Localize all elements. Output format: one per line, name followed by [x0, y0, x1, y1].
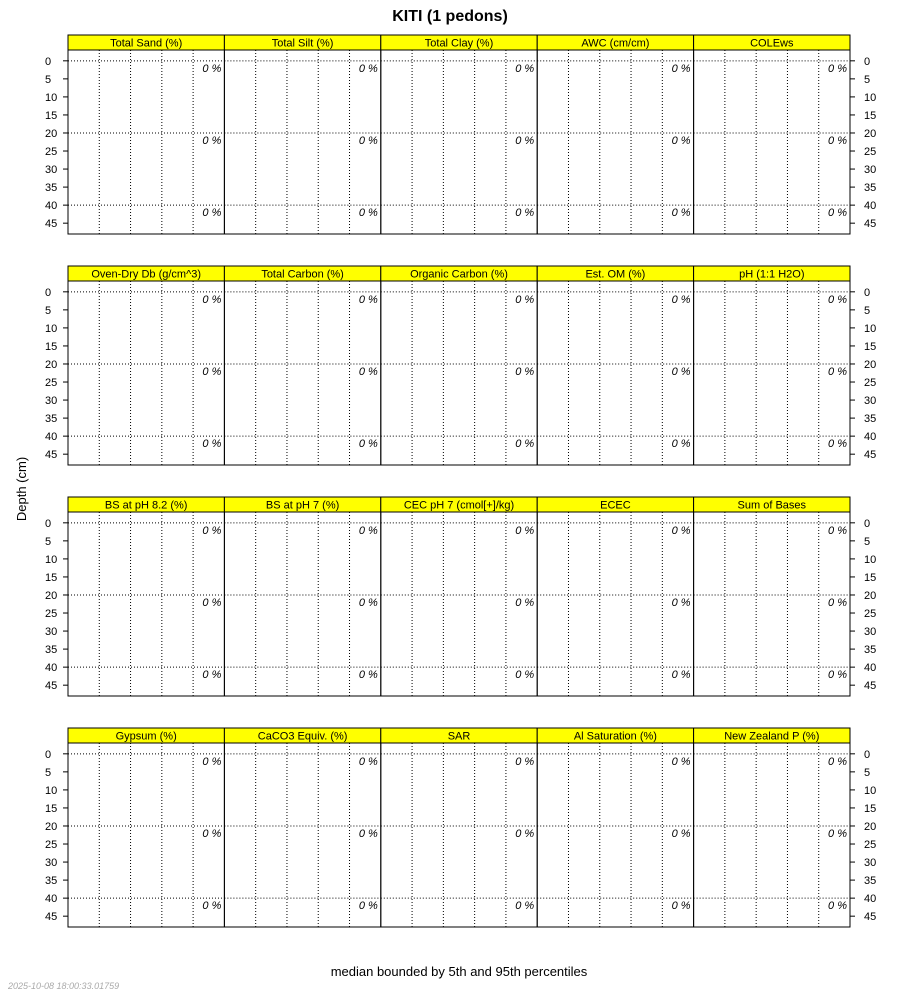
- contributing-fraction-label: 0 %: [358, 207, 378, 220]
- panel-strip-label: Total Sand (%): [110, 37, 183, 50]
- contributing-fraction-label: 0 %: [202, 524, 222, 537]
- contributing-fraction-label: 0 %: [515, 207, 535, 220]
- panel-frame: [224, 512, 380, 696]
- panel-strip-label: Total Silt (%): [271, 37, 334, 50]
- contributing-fraction-label: 0 %: [671, 827, 691, 840]
- panel: [694, 497, 850, 696]
- contributing-fraction-label: 0 %: [202, 62, 222, 75]
- contributing-fraction-label: 0 %: [515, 293, 535, 306]
- panel-strip-label: Sum of Bases: [737, 499, 807, 512]
- contributing-fraction-label: 0 %: [358, 524, 378, 537]
- y-tick-label-right: 0: [864, 286, 871, 299]
- y-tick-label-right: 25: [864, 377, 877, 390]
- y-tick-label-left: 5: [45, 535, 52, 548]
- panel-row: [45, 266, 876, 465]
- panel-strip-label: Est. OM (%): [585, 268, 646, 281]
- contributing-fraction-label: 0 %: [828, 62, 847, 75]
- contributing-fraction-label: 0 %: [828, 900, 847, 913]
- contributing-fraction-label: 0 %: [515, 524, 535, 537]
- contributing-fraction-label: 0 %: [202, 438, 222, 451]
- panel: [537, 728, 693, 927]
- panel-frame: [694, 50, 850, 234]
- y-tick-label-right: 15: [864, 802, 877, 815]
- contributing-fraction-label: 0 %: [671, 524, 691, 537]
- y-tick-label-left: 40: [45, 662, 58, 675]
- y-tick-label-right: 15: [864, 340, 877, 353]
- y-tick-label-right: 40: [864, 662, 877, 675]
- contributing-fraction-label: 0 %: [671, 900, 691, 913]
- y-tick-label-left: 5: [45, 766, 52, 779]
- panel-frame: [68, 512, 224, 696]
- contributing-fraction-label: 0 %: [828, 596, 847, 609]
- y-tick-label-left: 35: [45, 644, 58, 657]
- panel: [537, 35, 693, 234]
- y-tick-label-right: 0: [864, 55, 871, 68]
- y-tick-label-left: 10: [45, 322, 58, 335]
- panel: [68, 35, 224, 234]
- panel-strip-label: COLEws: [750, 37, 794, 50]
- panel-frame: [224, 50, 380, 234]
- contributing-fraction-label: 0 %: [828, 755, 847, 768]
- y-tick-label-left: 35: [45, 182, 58, 195]
- panel-strip-label: Oven-Dry Db (g/cm^3): [91, 268, 202, 281]
- y-tick-label-right: 35: [864, 182, 877, 195]
- panel: [694, 728, 850, 927]
- chart-title: KITI (1 pedons): [392, 8, 508, 25]
- panel-strip-label: AWC (cm/cm): [581, 37, 650, 50]
- contributing-fraction-label: 0 %: [828, 438, 847, 451]
- panel-strip-label: BS at pH 7 (%): [265, 499, 340, 512]
- contributing-fraction-label: 0 %: [671, 293, 691, 306]
- panel-frame: [537, 281, 693, 465]
- y-tick-label-left: 45: [45, 680, 58, 693]
- y-tick-label-right: 35: [864, 644, 877, 657]
- contributing-fraction-label: 0 %: [671, 365, 691, 378]
- y-tick-label-left: 30: [45, 626, 58, 639]
- y-tick-label-left: 45: [45, 218, 58, 231]
- contributing-fraction-label: 0 %: [358, 438, 378, 451]
- panel-frame: [68, 281, 224, 465]
- y-tick-label-right: 45: [864, 218, 877, 231]
- panel: [381, 728, 537, 927]
- contributing-fraction-label: 0 %: [202, 669, 222, 682]
- contributing-fraction-label: 0 %: [358, 365, 378, 378]
- y-tick-label-right: 20: [864, 820, 877, 833]
- y-tick-label-left: 30: [45, 395, 58, 408]
- panel-frame: [381, 512, 537, 696]
- panel-frame: [694, 512, 850, 696]
- y-tick-label-right: 35: [864, 875, 877, 888]
- y-tick-label-right: 20: [864, 127, 877, 140]
- y-tick-label-left: 35: [45, 413, 58, 426]
- y-tick-label-left: 10: [45, 91, 58, 104]
- contributing-fraction-label: 0 %: [828, 827, 847, 840]
- y-tick-label-left: 20: [45, 127, 58, 140]
- panel-strip-label: Gypsum (%): [115, 730, 177, 743]
- y-tick-label-right: 10: [864, 91, 877, 104]
- contributing-fraction-label: 0 %: [202, 755, 222, 768]
- y-tick-label-right: 15: [864, 571, 877, 584]
- y-tick-label-right: 45: [864, 911, 877, 924]
- panel-strip-label: CaCO3 Equiv. (%): [257, 730, 348, 743]
- y-tick-label-right: 45: [864, 449, 877, 462]
- y-tick-label-right: 30: [864, 164, 877, 177]
- y-tick-label-left: 15: [45, 571, 58, 584]
- panel-frame: [381, 743, 537, 927]
- panel: [224, 728, 380, 927]
- contributing-fraction-label: 0 %: [515, 62, 535, 75]
- y-tick-label-right: 20: [864, 358, 877, 371]
- contributing-fraction-label: 0 %: [202, 207, 222, 220]
- x-axis-caption: median bounded by 5th and 95th percentiles: [330, 964, 588, 979]
- contributing-fraction-label: 0 %: [358, 669, 378, 682]
- y-tick-label-left: 45: [45, 449, 58, 462]
- contributing-fraction-label: 0 %: [358, 62, 378, 75]
- contributing-fraction-label: 0 %: [358, 900, 378, 913]
- y-tick-label-left: 40: [45, 431, 58, 444]
- panel-strip-label: Total Clay (%): [424, 37, 494, 50]
- y-tick-label-left: 5: [45, 304, 52, 317]
- y-tick-label-left: 45: [45, 911, 58, 924]
- panel-strip-label: Organic Carbon (%): [410, 268, 508, 281]
- panel-grid: [45, 35, 876, 927]
- y-tick-label-left: 25: [45, 608, 58, 621]
- y-tick-label-left: 30: [45, 164, 58, 177]
- y-tick-label-left: 40: [45, 200, 58, 213]
- contributing-fraction-label: 0 %: [202, 365, 222, 378]
- panel-row: [45, 497, 876, 696]
- contributing-fraction-label: 0 %: [828, 293, 847, 306]
- panel-frame: [68, 743, 224, 927]
- contributing-fraction-label: 0 %: [828, 134, 847, 147]
- y-tick-label-right: 30: [864, 857, 877, 870]
- y-tick-label-right: 5: [864, 535, 871, 548]
- panel-strip-label: ECEC: [600, 499, 631, 512]
- contributing-fraction-label: 0 %: [515, 134, 535, 147]
- y-tick-label-left: 15: [45, 340, 58, 353]
- y-tick-label-right: 25: [864, 839, 877, 852]
- panel: [381, 266, 537, 465]
- contributing-fraction-label: 0 %: [358, 827, 378, 840]
- y-tick-label-right: 20: [864, 589, 877, 602]
- contributing-fraction-label: 0 %: [515, 755, 535, 768]
- timestamp: 2025-10-08 18:00:33.01759: [8, 981, 120, 991]
- y-tick-label-right: 25: [864, 608, 877, 621]
- contributing-fraction-label: 0 %: [828, 207, 847, 220]
- panel-frame: [694, 281, 850, 465]
- y-tick-label-left: 25: [45, 377, 58, 390]
- contributing-fraction-label: 0 %: [358, 293, 378, 306]
- y-tick-label-left: 25: [45, 839, 58, 852]
- y-tick-label-left: 30: [45, 857, 58, 870]
- panel-strip-label: SAR: [447, 730, 471, 743]
- panel-frame: [537, 512, 693, 696]
- panel-frame: [381, 50, 537, 234]
- contributing-fraction-label: 0 %: [202, 900, 222, 913]
- panel-strip-label: CEC pH 7 (cmol[+]/kg): [403, 499, 515, 512]
- panel-frame: [224, 281, 380, 465]
- y-tick-label-right: 15: [864, 109, 877, 122]
- y-tick-label-right: 10: [864, 553, 877, 566]
- y-tick-label-right: 40: [864, 431, 877, 444]
- contributing-fraction-label: 0 %: [515, 596, 535, 609]
- y-tick-label-right: 30: [864, 626, 877, 639]
- panel-strip-label: BS at pH 8.2 (%): [104, 499, 188, 512]
- y-tick-label-right: 5: [864, 73, 871, 86]
- panel-strip-label: Total Carbon (%): [261, 268, 344, 281]
- y-tick-label-left: 15: [45, 802, 58, 815]
- contributing-fraction-label: 0 %: [202, 293, 222, 306]
- contributing-fraction-label: 0 %: [358, 755, 378, 768]
- panel: [537, 497, 693, 696]
- contributing-fraction-label: 0 %: [358, 596, 378, 609]
- panel-strip-label: pH (1:1 H2O): [739, 268, 805, 281]
- contributing-fraction-label: 0 %: [828, 669, 847, 682]
- y-tick-label-left: 0: [45, 748, 52, 761]
- panel-row: [45, 35, 876, 234]
- panel-frame: [694, 743, 850, 927]
- panel-strip-label: Al Saturation (%): [573, 730, 657, 743]
- panel-row: [45, 728, 876, 927]
- panel: [224, 497, 380, 696]
- contributing-fraction-label: 0 %: [515, 365, 535, 378]
- y-tick-label-right: 40: [864, 200, 877, 213]
- panel: [694, 266, 850, 465]
- contributing-fraction-label: 0 %: [671, 207, 691, 220]
- y-tick-label-left: 20: [45, 358, 58, 371]
- y-tick-label-left: 20: [45, 589, 58, 602]
- y-tick-label-left: 20: [45, 820, 58, 833]
- contributing-fraction-label: 0 %: [671, 596, 691, 609]
- panel: [694, 35, 850, 234]
- y-tick-label-right: 40: [864, 893, 877, 906]
- y-tick-label-right: 0: [864, 517, 871, 530]
- y-tick-label-left: 0: [45, 517, 52, 530]
- y-tick-label-right: 5: [864, 304, 871, 317]
- contributing-fraction-label: 0 %: [515, 669, 535, 682]
- y-tick-label-right: 5: [864, 766, 871, 779]
- panel: [68, 728, 224, 927]
- y-tick-label-left: 0: [45, 286, 52, 299]
- y-tick-label-left: 0: [45, 55, 52, 68]
- panel: [68, 266, 224, 465]
- contributing-fraction-label: 0 %: [515, 827, 535, 840]
- y-tick-label-left: 15: [45, 109, 58, 122]
- panel: [381, 497, 537, 696]
- y-tick-label-left: 40: [45, 893, 58, 906]
- panel: [224, 35, 380, 234]
- contributing-fraction-label: 0 %: [671, 438, 691, 451]
- panel-frame: [537, 743, 693, 927]
- y-tick-label-right: 30: [864, 395, 877, 408]
- y-tick-label-right: 45: [864, 680, 877, 693]
- panel: [381, 35, 537, 234]
- contributing-fraction-label: 0 %: [671, 62, 691, 75]
- panel-frame: [381, 281, 537, 465]
- panel-frame: [537, 50, 693, 234]
- panel-frame: [224, 743, 380, 927]
- panel: [537, 266, 693, 465]
- panel-strip-label: New Zealand P (%): [724, 730, 820, 743]
- y-tick-label-left: 5: [45, 73, 52, 86]
- contributing-fraction-label: 0 %: [515, 900, 535, 913]
- y-tick-label-left: 35: [45, 875, 58, 888]
- contributing-fraction-label: 0 %: [671, 755, 691, 768]
- panel: [224, 266, 380, 465]
- y-tick-label-right: 35: [864, 413, 877, 426]
- contributing-fraction-label: 0 %: [202, 596, 222, 609]
- contributing-fraction-label: 0 %: [202, 134, 222, 147]
- contributing-fraction-label: 0 %: [671, 134, 691, 147]
- contributing-fraction-label: 0 %: [515, 438, 535, 451]
- panel: [68, 497, 224, 696]
- contributing-fraction-label: 0 %: [358, 134, 378, 147]
- y-tick-label-right: 0: [864, 748, 871, 761]
- panel-frame: [68, 50, 224, 234]
- contributing-fraction-label: 0 %: [828, 524, 847, 537]
- y-axis-title: Depth (cm): [14, 456, 29, 522]
- y-tick-label-left: 25: [45, 146, 58, 159]
- y-tick-label-right: 10: [864, 322, 877, 335]
- y-tick-label-right: 10: [864, 784, 877, 797]
- y-tick-label-left: 10: [45, 553, 58, 566]
- contributing-fraction-label: 0 %: [828, 365, 847, 378]
- contributing-fraction-label: 0 %: [671, 669, 691, 682]
- y-tick-label-right: 25: [864, 146, 877, 159]
- contributing-fraction-label: 0 %: [202, 827, 222, 840]
- y-tick-label-left: 10: [45, 784, 58, 797]
